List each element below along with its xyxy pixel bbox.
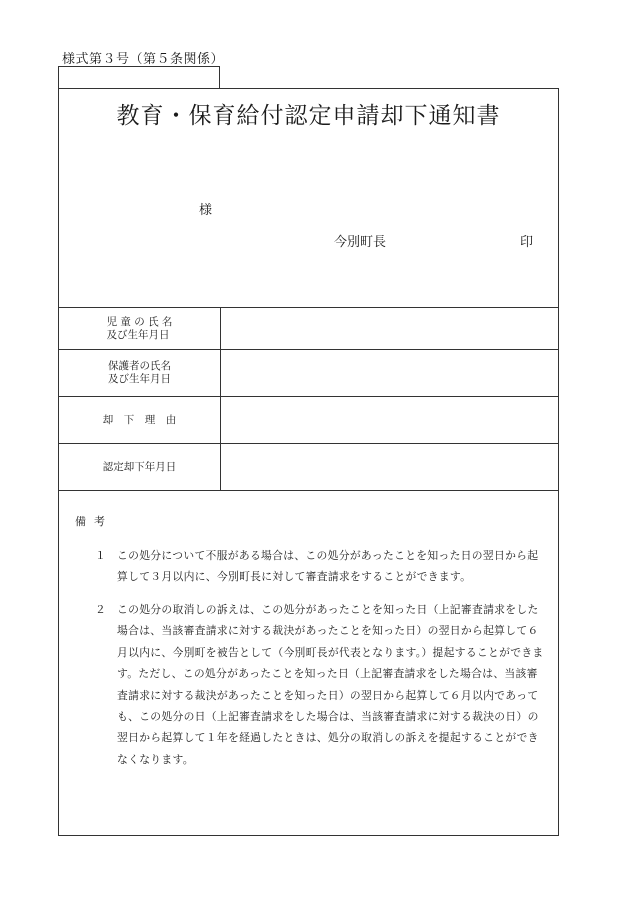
rejection-reason-label-text: 却 下 理 由 [102, 413, 177, 426]
child-name-value [221, 308, 558, 349]
remarks-note-1 [95, 545, 547, 588]
table-row-child [59, 307, 558, 349]
table-row-guardian [59, 349, 558, 396]
child-name-label [59, 308, 221, 349]
issuer-name: 今別町長 [334, 235, 387, 250]
remarks-title: 備考 [75, 515, 113, 528]
guardian-name-label-line2: 及び生年月日 [108, 373, 171, 385]
guardian-name-value [221, 350, 558, 396]
rejection-date-value [221, 444, 558, 490]
guardian-name-label-line1: 保護者の氏名 [108, 360, 171, 372]
form-number: 様式第３号（第５条関係） [62, 52, 225, 67]
table-row-reason [59, 396, 558, 443]
rejection-date-label-text: 認定却下年月日 [102, 460, 177, 473]
remarks-note-2 [95, 599, 547, 770]
info-table [59, 307, 558, 491]
notice-form [58, 88, 559, 836]
table-row-date [59, 443, 558, 491]
rejection-reason-value [221, 397, 558, 443]
remarks-note-1-text: この処分について不服がある場合は、この処分があったことを知った日の翌日から起算して３月以内に、今別町長に対して審査請求をすることができます。 [117, 549, 539, 584]
rejection-date-label [59, 444, 221, 490]
child-name-label-line1: 児 童 の 氏 名 [106, 315, 173, 328]
document-title: 教育・保育給付認定申請却下通知書 [116, 103, 501, 129]
addressee-suffix: 様 [199, 203, 213, 218]
remarks-note-1-number: １ [95, 549, 107, 562]
guardian-name-label [59, 350, 221, 396]
seal-mark: 印 [520, 235, 534, 250]
document-number-box [58, 66, 220, 88]
child-name-label-line2: 及び生年月日 [106, 328, 170, 341]
rejection-reason-label [59, 397, 221, 443]
remarks-note-2-number: ２ [95, 603, 107, 616]
remarks-note-2-text: この処分の取消しの訴えは、この処分があったことを知った日（上記審査請求をした場合は、当該審査請求に対する裁決があったことを知った日）の翌日から起算して６月以内に、今別町を被告として（今別町長が代表となります。）提起することができます。ただし、この処分があったことを知った日（上記審査請求をした場合は、当該審査請求に対する裁決があったことを知った日）の翌日から起算して６月以内であっても、この処分の日（上記審査請求をした場合は、当該審査請求に対する裁決の日）の翌日から起算して１年を経過したときは、処分の取消しの訴えを提起することができなくなります。 [117, 603, 544, 766]
